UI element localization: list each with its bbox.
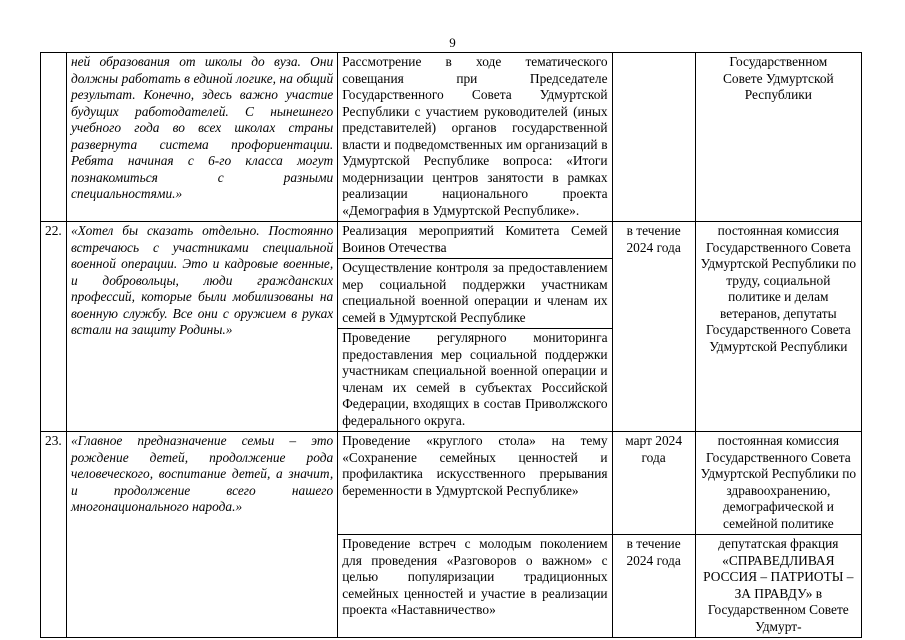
table-row bbox=[41, 432, 862, 535]
responsible-text: постоянная комиссия Государственного Совета Удмуртской Республики по труду, социальной политике и делам ветеранов, депутаты Государственного Совета Удмуртской Республики bbox=[700, 223, 857, 354]
quote-text: ней образования от школы до вуза. Они должны работать в единой логике, на общий результат. Конечно, здесь важно участие будущих работодателей. С нынешнего учебного года во всех школах страны развернута система профориентации. Ребята начиная с 6-го класса могут познакомиться с разными специальностями.» bbox=[70, 54, 334, 201]
date-cell: в течение 2024 года bbox=[612, 535, 695, 638]
responsible-text: постоянная комиссия Государственного Совета Удмуртской Республики по здравоохранению, демографической и семейной политике bbox=[700, 433, 857, 531]
quote-text: «Хотел бы сказать отдельно. Постоянно встречаюсь с участниками специальной военной операции. Это и кадровые военные, и добровольцы, люди гражданских профессий, которые были мобилизованы на военную службу. Все они с оружием в руках встали на защиту Родины.» bbox=[70, 223, 334, 337]
quote-text: «Главное предназначение семьи – это рождение детей, продолжение рода человеческого, воспитание детей, а значит, и продолжение всего нашего многонационального народа.» bbox=[70, 433, 334, 514]
action-plan-table bbox=[40, 52, 862, 638]
row-number: 23. bbox=[41, 432, 67, 638]
event-cell: Проведение «круглого стола» на тему «Сохранение семейных ценностей и профилактика искусственного прерывания беременности в Удмуртской Республике» bbox=[338, 432, 612, 535]
responsible-cell bbox=[695, 53, 861, 222]
event-cell: Осуществление контроля за предоставлением мер социальной поддержки участникам специальной военной операции и членам их семей в Удмуртской Республике bbox=[338, 259, 612, 329]
event-cell: Проведение регулярного мониторинга предоставления мер социальной поддержки участникам специальной военной операции и членам их семей в субъектах Российской Федерации, входящих в состав Приволжского федерального округа. bbox=[338, 329, 612, 432]
responsible-cell bbox=[695, 535, 861, 638]
row-number bbox=[41, 53, 67, 222]
table-row bbox=[41, 53, 862, 222]
table-row bbox=[41, 222, 862, 259]
responsible-cell bbox=[695, 432, 861, 535]
event-cell: Реализация мероприятий Комитета Семей Воинов Отечества bbox=[338, 222, 612, 259]
quote-cell bbox=[66, 432, 337, 638]
responsible-cell bbox=[695, 222, 861, 432]
quote-cell bbox=[66, 222, 337, 432]
row-number: 22. bbox=[41, 222, 67, 432]
event-cell: Рассмотрение в ходе тематического совещания при Председателе Государственного Совета Удмуртской Республики с участием руководителей (иных представителей) органов государственной власти и подведомственных им организаций в Удмуртской Республике вопроса: «Итоги модернизации центров занятости в рамках реализации национального проекта «Демография в Удмуртской Республике». bbox=[338, 53, 612, 222]
date-cell: март 2024 года bbox=[612, 432, 695, 535]
date-cell: в течение 2024 года bbox=[612, 222, 695, 432]
quote-cell bbox=[66, 53, 337, 222]
date-cell bbox=[612, 53, 695, 222]
page-number: 9 bbox=[449, 35, 456, 50]
responsible-text: Государственном Совете Удмуртской Республики bbox=[722, 54, 834, 102]
event-cell: Проведение встреч с молодым поколением для проведения «Разговоров о важном» с целью популяризации традиционных семейных ценностей и участие в реализации проекта «Наставничество» bbox=[338, 535, 612, 638]
responsible-text: депутатская фракция «СПРАВЕДЛИВАЯ РОССИЯ – ПАТРИОТЫ – ЗА ПРАВДУ» в Государственном Совете Удмурт- bbox=[703, 536, 854, 634]
